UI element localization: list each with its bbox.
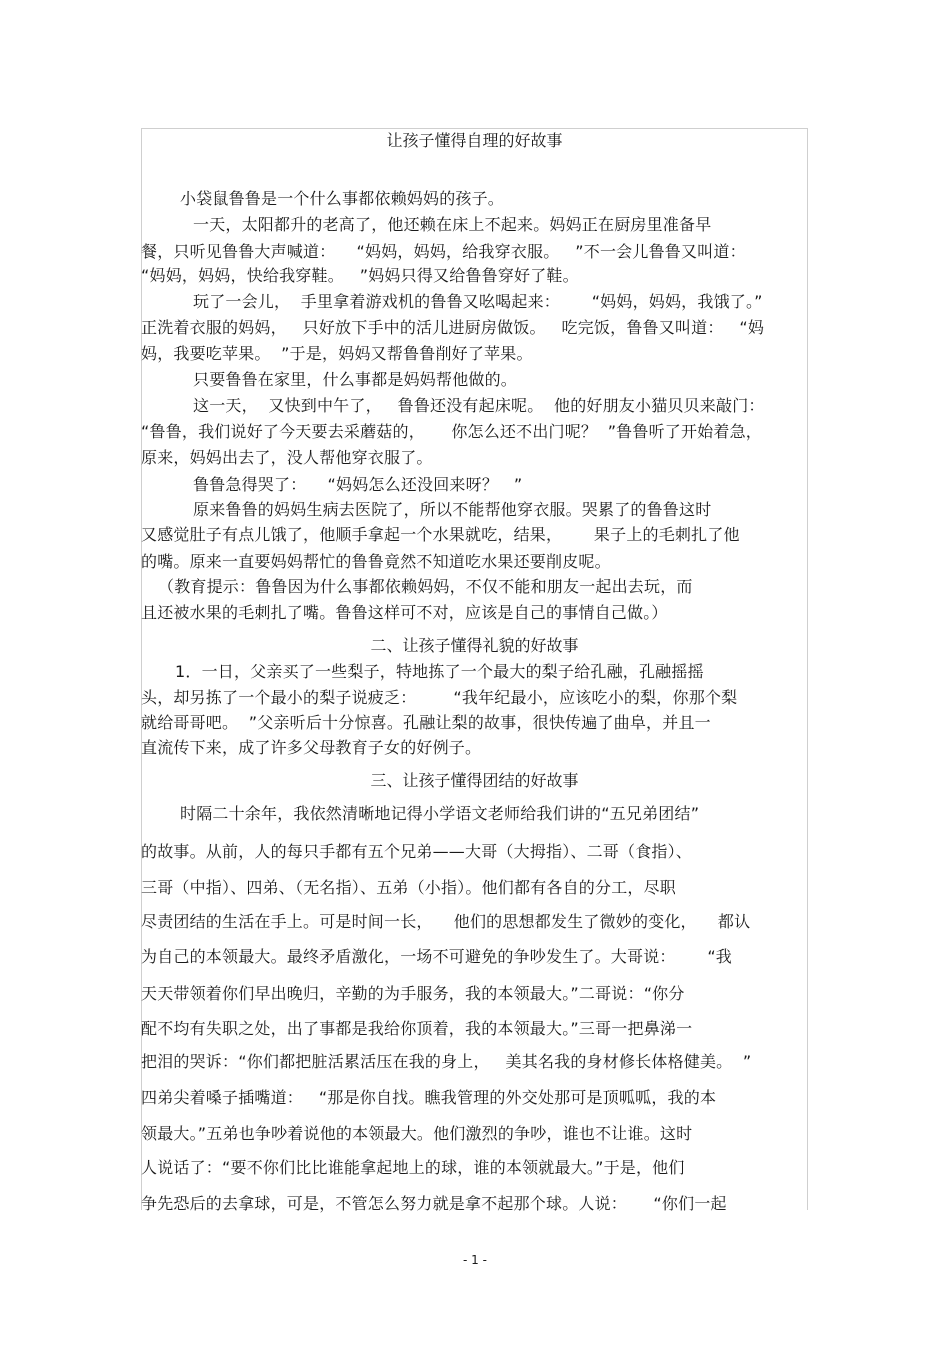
story3-line: 配不均有失职之处，出了事都是我给你顶着，我的本领最大。”三哥一把鼻涕一 (141, 1019, 693, 1038)
story1-line: （教育提示：鲁鲁因为什么事都依赖妈妈，不仅不能和朋友一起出去玩，而 (158, 577, 693, 596)
story2-line: 1．一日，父亲买了一些梨子，特地拣了一个最大的梨子给孔融，孔融摇摇 (175, 662, 704, 681)
story3-line: 领最大。”五弟也争吵着说他的本领最大。他们激烈的争吵，谁也不让谁。这时 (141, 1124, 693, 1143)
story3-line: 把泪的哭诉：“你们都把脏活累活压在我的身上， 美其名我的身材修长体格健美。 ” (141, 1052, 752, 1071)
story2-line: 就给哥哥吧。 ”父亲听后十分惊喜。孔融让梨的故事，很快传遍了曲阜，并且一 (141, 713, 711, 732)
story2-line: 直流传下来，成了许多父母教育子女的好例子。 (141, 738, 482, 757)
story3-line: 争先恐后的去拿球，可是，不管怎么努力就是拿不起那个球。人说： “你们一起 (141, 1194, 727, 1213)
story1-line: 玩了一会儿， 手里拿着游戏机的鲁鲁又吆喝起来： “妈妈，妈妈，我饿了。” (193, 292, 763, 311)
story1-line: 小袋鼠鲁鲁是一个什么事都依赖妈妈的孩子。 (180, 189, 505, 208)
story1-line: 的嘴。原来一直要妈妈帮忙的鲁鲁竟然不知道吃水果还要削皮呢。 (141, 552, 611, 571)
story1-line: “妈妈，妈妈，快给我穿鞋。 ”妈妈只得又给鲁鲁穿好了鞋。 (141, 266, 579, 285)
story1-line: “鲁鲁，我们说好了今天要去采蘑菇的， 你怎么还不出门呢？ ”鲁鲁听了开始着急， (141, 422, 762, 441)
story1-line: 原来，妈妈出去了，没人帮他穿衣服了。 (141, 448, 433, 467)
story1-line: 这一天， 又快到中午了， 鲁鲁还没有起床呢。 他的好朋友小猫贝贝来敲门： (193, 396, 765, 415)
story1-line: 餐，只听见鲁鲁大声喊道： “妈妈，妈妈，给我穿衣服。 ”不一会儿鲁鲁又叫道： (141, 242, 746, 261)
story1-line: 只要鲁鲁在家里，什么事都是妈妈帮他做的。 (193, 370, 518, 389)
story3-line: 尽责团结的生活在手上。可是时间一长， 他们的思想都发生了微妙的变化， 都认 (141, 912, 751, 931)
story1-title: 让孩子懂得自理的好故事 (386, 131, 563, 150)
page-number: - 1 - (463, 1253, 487, 1267)
story3-title: 三、让孩子懂得团结的好故事 (370, 771, 579, 790)
story1-line: 鲁鲁急得哭了： “妈妈怎么还没回来呀？ ” (193, 475, 523, 494)
story1-line: 原来鲁鲁的妈妈生病去医院了，所以不能帮他穿衣服。哭累了的鲁鲁这时 (193, 500, 712, 519)
story3-line: 三哥（中指）、四弟、（无名指）、五弟（小指）。他们都有各自的分工，尽职 (141, 878, 677, 897)
story1-line: 又感觉肚子有点儿饿了，他顺手拿起一个水果就吃，结果， 果子上的毛刺扎了他 (141, 525, 740, 544)
story1-line: 一天，太阳都升的老高了，他还赖在床上不起来。妈妈正在厨房里准备早 (193, 215, 712, 234)
story2-title: 二、让孩子懂得礼貌的好故事 (370, 636, 579, 655)
story3-line: 天天带领着你们早出晚归，辛勤的为手服务，我的本领最大。”二哥说：“你分 (141, 984, 685, 1003)
story1-line: 且还被水果的毛刺扎了嘴。鲁鲁这样可不对，应该是自己的事情自己做。） (141, 603, 668, 622)
story3-line: 四弟尖着嗓子插嘴道： “那是你自找。瞧我管理的外交处那可是顶呱呱，我的本 (141, 1088, 717, 1107)
story3-line: 为自己的本领最大。最终矛盾激化，一场不可避免的争吵发生了。大哥说： “我 (141, 947, 733, 966)
story3-line: 时隔二十余年，我依然清晰地记得小学语文老师给我们讲的“五兄弟团结” (180, 804, 700, 823)
story3-line: 的故事。从前，人的每只手都有五个兄弟——大哥（大拇指）、二哥（食指）、 (141, 842, 693, 861)
story2-line: 头，却另拣了一个最小的梨子说疲乏： “我年纪最小，应该吃小的梨，你那个梨 (141, 688, 738, 707)
story3-line: 人说话了：“要不你们比比谁能拿起地上的球，谁的本领就最大。”于是，他们 (141, 1158, 685, 1177)
story1-line: 正洗着衣服的妈妈， 只好放下手中的活儿进厨房做饭。 吃完饭，鲁鲁又叫道： “妈 (141, 318, 765, 337)
story1-line: 妈，我要吃苹果。 ”于是，妈妈又帮鲁鲁削好了苹果。 (141, 344, 533, 363)
